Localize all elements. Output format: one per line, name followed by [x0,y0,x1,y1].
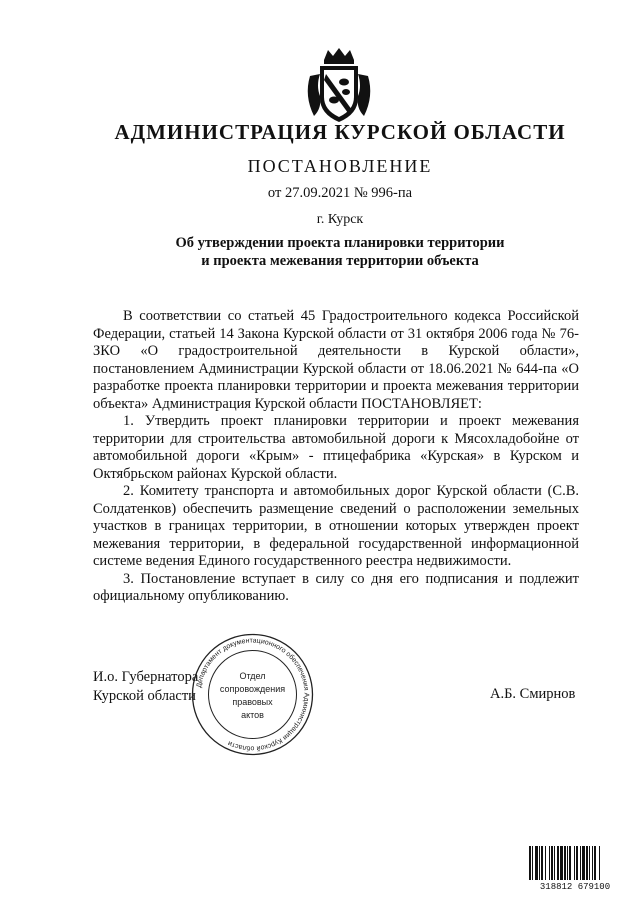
barcode-bar [554,846,555,880]
barcode-bar [576,846,578,880]
subject-line-1: Об утверждении проекта планировки территории [175,235,505,251]
barcode-bars [529,846,600,880]
barcode-bar [592,846,593,880]
barcode-bar [582,846,585,880]
barcode-bar [545,846,546,880]
barcode-bar [549,846,550,880]
barcode-bar [599,846,600,880]
document-subject [20,234,640,270]
barcode-bar [564,846,566,880]
document-type: ПОСТАНОВЛЕНИЕ [247,156,433,176]
stamp-inner-line-4: актов [241,710,264,720]
document-date-number: от 27.09.2021 № 996-па [267,185,413,201]
barcode-bar [594,846,596,880]
signatory-position [93,668,198,706]
barcode-bar [589,846,590,880]
barcode-bar [551,846,553,880]
barcode-bar [586,846,588,880]
barcode-bar [532,846,533,880]
item-1-paragraph: 1. Утвердить проект планировки территории и проект межевания территории для строительства автомобильной дороги к Мясохладобойне от автомобильной дороги «Крым» - птицефабрика «Курская» в Курском и Октябрьском районах Курской области. [93,413,579,482]
organization-title: АДМИНИСТРАЦИЯ КУРСКОЙ ОБЛАСТИ [114,120,566,144]
document-city: г. Курск [316,212,364,227]
stamp-outer-text: Департамент документационного обеспечения Администрации Курской области [195,637,310,752]
barcode-bar [567,846,568,880]
barcode-bar [569,846,571,880]
barcode-bar [529,846,531,880]
stamp-inner-line-1: Отдел [239,671,266,681]
barcode-bar [541,846,543,880]
document-body [93,308,579,606]
barcode-bar [557,846,559,880]
stamp-inner-line-3: правовых [232,697,273,707]
barcode-bar [580,846,581,880]
item-3-paragraph: 3. Постановление вступает в силу со дня его подписания и подлежит официальному опубликованию. [93,570,579,604]
subject-line-2: и проекта межевания территории объекта [201,253,479,269]
barcode-icon [528,845,622,891]
barcode-bar [574,846,575,880]
stamp-inner-line-2: сопровождения [219,684,286,694]
preamble-paragraph: В соответствии со статьей 45 Градостроительного кодекса Российской Федерации, статьей 14 Закона Курской области от 31 октября 2006 года № 76-ЗКО «О градостроительной деятельности в Курской области», постановлением Администрации Курской области от 18.06.2021 № 644-па «О разработке проекта планировки территории и проекта межевания территории объекта» Администрация Курской области ПОСТАНОВЛЯЕТ: [93,308,579,412]
official-stamp [190,632,315,757]
signatory-position-line-2: Курской области [93,688,196,704]
signatory-name: А.Б. Смирнов [490,686,576,702]
barcode-bar [535,846,538,880]
item-2-paragraph: 2. Комитету транспорта и автомобильных дорог Курской области (С.В. Солдатенков) обеспечить размещение сведений о расположении земельных участков в границах территории, в отношении которых утвержден проект межевания территории, в федеральной государственной информационной системе ведения Единого государственного реестра недвижимости. [93,483,579,569]
signatory-position-line-1: И.о. Губернатора [93,669,199,685]
barcode-number: 318812 679100 [539,882,611,891]
barcode-bar [560,846,563,880]
coat-of-arms-icon [302,46,376,124]
barcode-bar [539,846,540,880]
